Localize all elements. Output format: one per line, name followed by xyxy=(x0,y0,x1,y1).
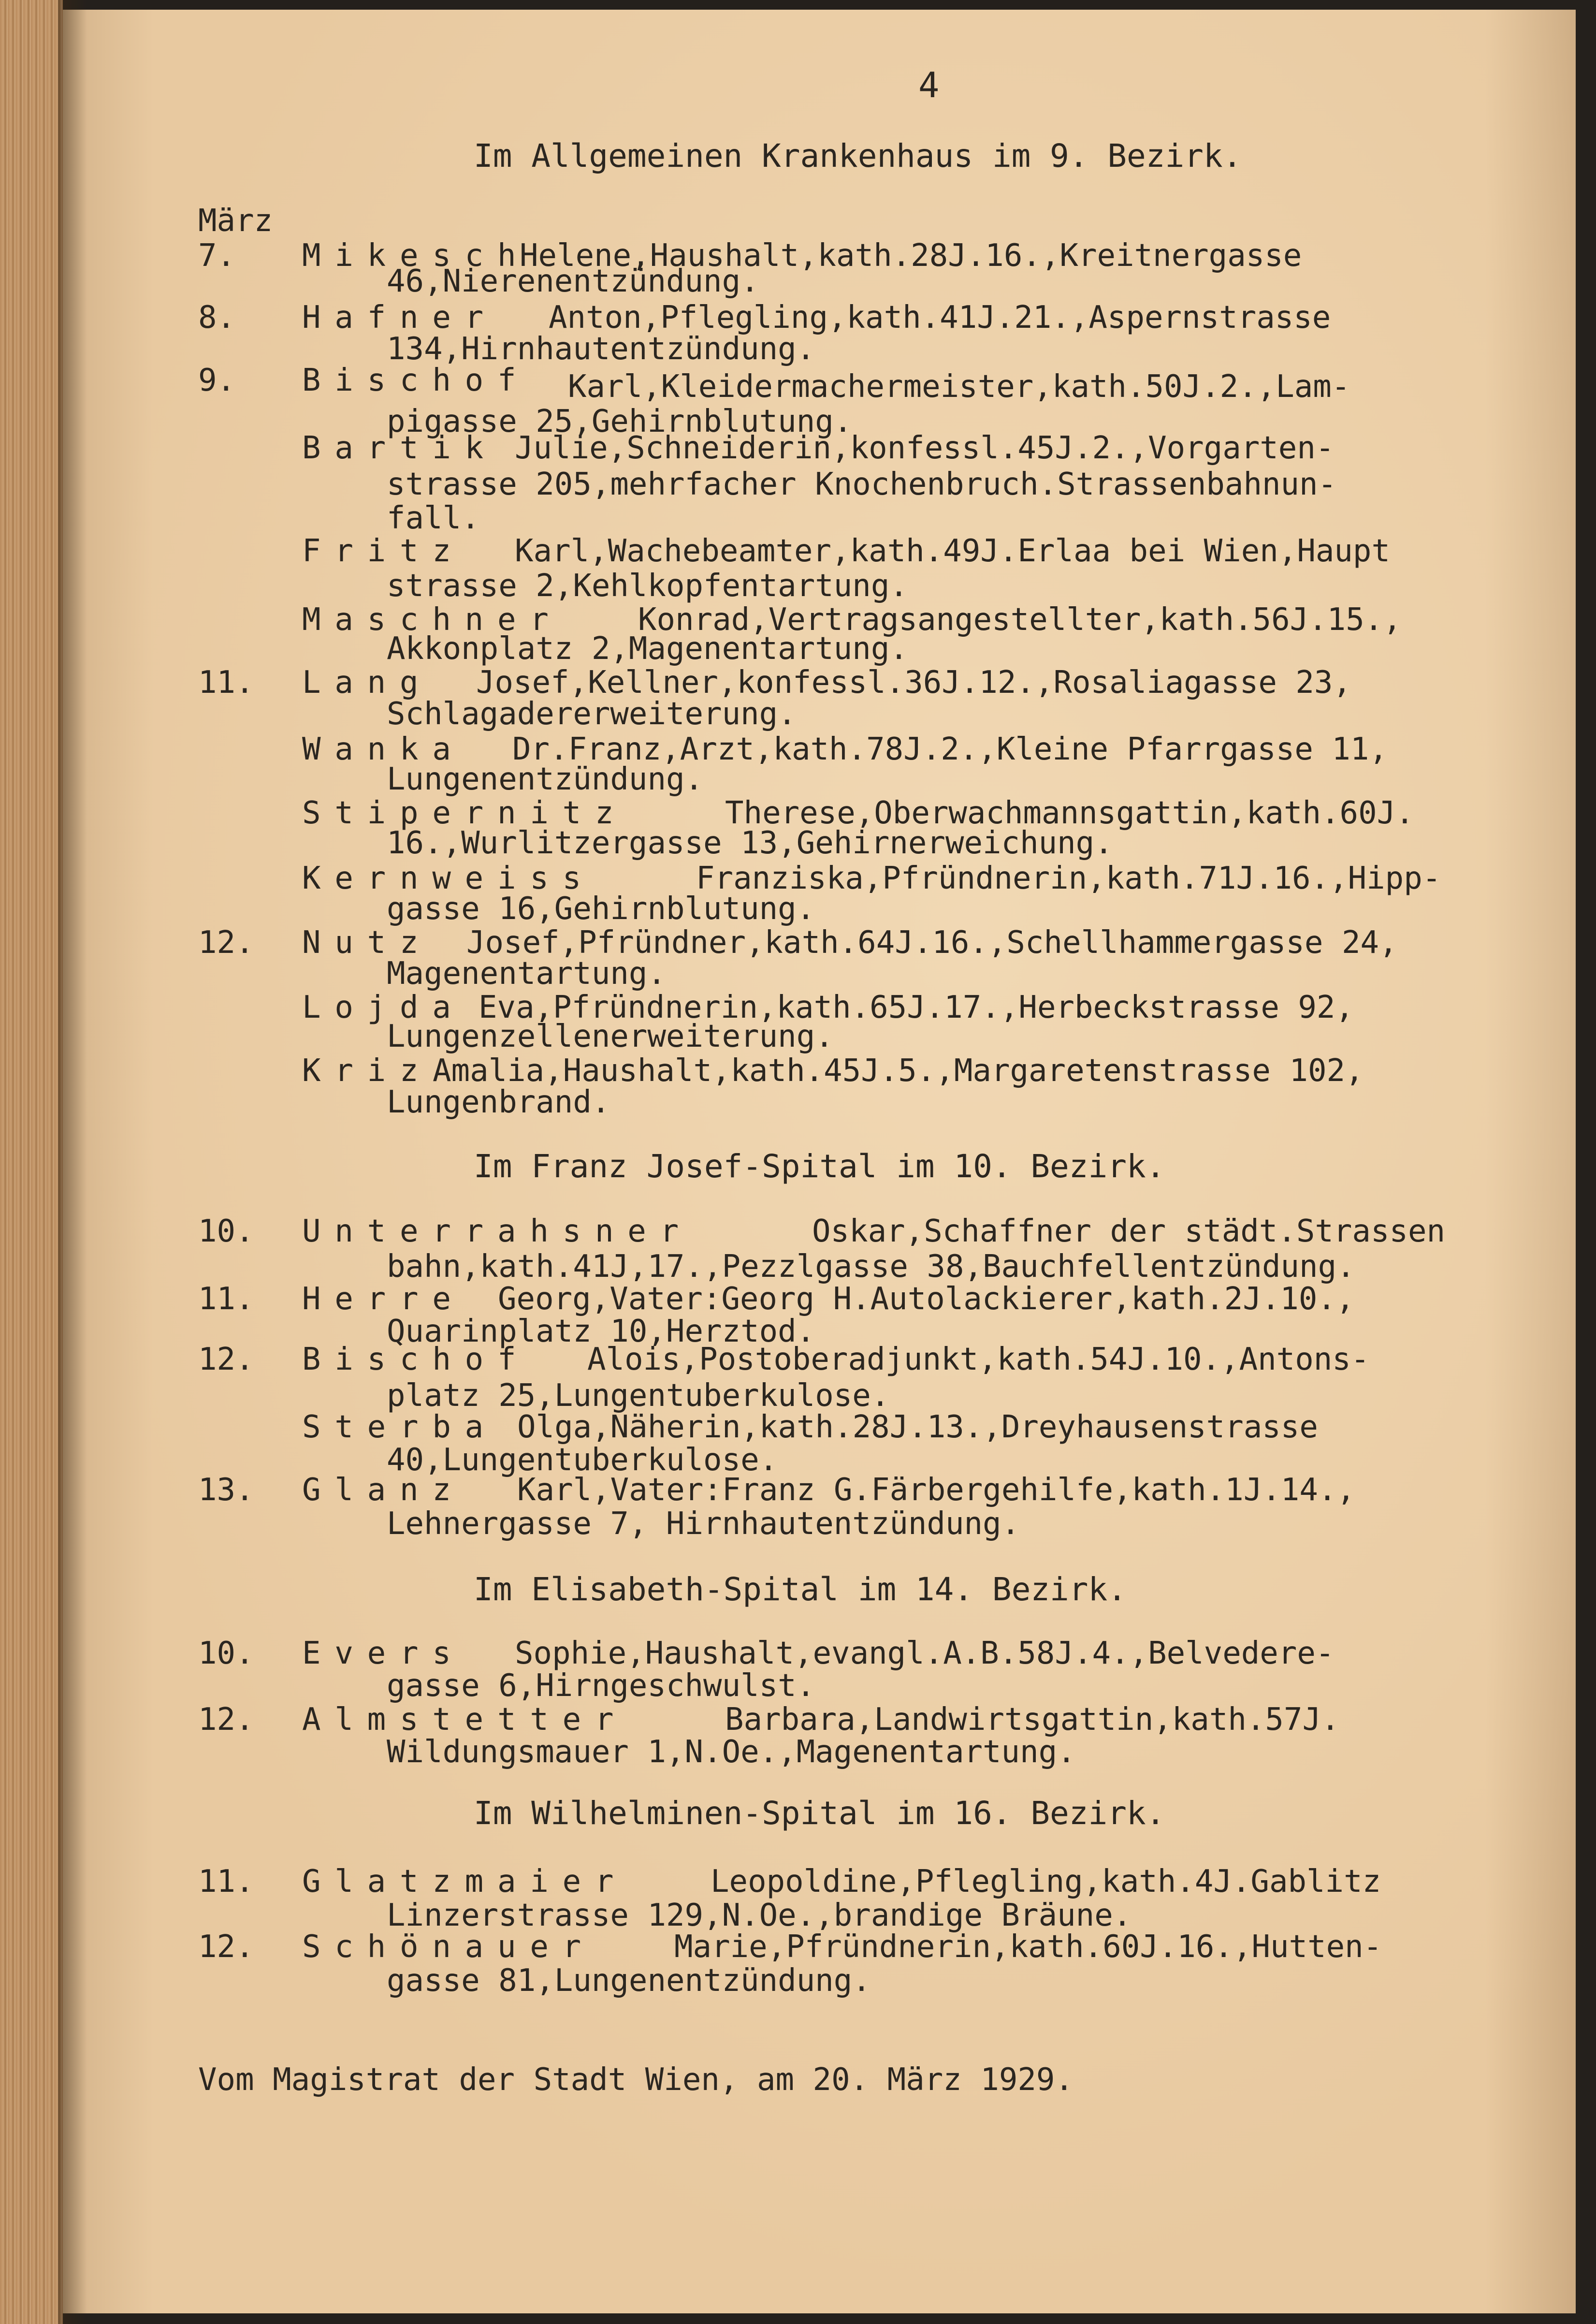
entry-name: Nutz xyxy=(302,925,433,961)
section-title: Im Franz Josef-Spital im 10. Bezirk. xyxy=(474,1148,1165,1185)
entry-line: Therese,Oberwachmannsgattin,kath.60J. xyxy=(725,795,1414,831)
entry-name: Lojda xyxy=(302,990,465,1025)
section-title: Im Allgemeinen Krankenhaus im 9. Bezirk. xyxy=(474,137,1242,175)
page-number: 4 xyxy=(918,65,940,105)
entry-line: gasse 16,Gehirnblutung. xyxy=(387,891,815,927)
page-edges xyxy=(0,0,63,2324)
entry-line: gasse 81,Lungenentzündung. xyxy=(387,1963,871,1999)
entry-line: platz 25,Lungentuberkulose. xyxy=(387,1378,890,1414)
entry-date: 10. xyxy=(198,1636,254,1671)
entry-name: Schönauer xyxy=(302,1929,595,1965)
entry-line: Julie,Schneiderin,konfessl.45J.2.,Vorgarten- xyxy=(515,430,1335,466)
entry-line: strasse 205,mehrfacher Knochenbruch.Strassenbahnun- xyxy=(387,467,1337,502)
entry-line: Karl,Kleidermachermeister,kath.50J.2.,Lam- xyxy=(568,369,1350,405)
entry-date: 8. xyxy=(198,300,236,336)
entry-name: Unterrahsner xyxy=(302,1213,693,1249)
entry-line: Akkonplatz 2,Magenentartung. xyxy=(387,631,908,667)
entry-line: Amalia,Haushalt,kath.45J.5.,Margaretenstrasse 102, xyxy=(433,1053,1364,1089)
entry-line: Sophie,Haushalt,evangl.A.B.58J.4.,Belvedere- xyxy=(515,1636,1335,1671)
entry-date: 11. xyxy=(198,1864,254,1900)
entry-line: gasse 6,Hirngeschwulst. xyxy=(387,1668,815,1704)
entry-line: bahn,kath.41J,17.,Pezzlgasse 38,Bauchfellentzündung. xyxy=(387,1249,1355,1285)
entry-line: Leopoldine,Pflegling,kath.4J.Gablitz xyxy=(711,1864,1381,1900)
entry-name: Glatzmaier xyxy=(302,1864,628,1900)
entry-name: Mikesch xyxy=(302,238,530,274)
entry-line: Marie,Pfründnerin,kath.60J.16.,Hutten- xyxy=(674,1929,1382,1965)
entry-name: Lang xyxy=(302,665,433,701)
entry-line: Helene,Haushalt,kath.28J.16.,Kreitnergasse xyxy=(520,238,1302,274)
entry-line: Wildungsmauer 1,N.Oe.,Magenentartung. xyxy=(387,1734,1076,1770)
entry-line: Karl,Vater:Franz G.Färbergehilfe,kath.1J.14., xyxy=(517,1472,1355,1508)
entry-name: Maschner xyxy=(302,602,563,638)
entry-date: 13. xyxy=(198,1472,254,1508)
entry-date: 11. xyxy=(198,1281,254,1317)
entry-line: Alois,Postoberadjunkt,kath.54J.10.,Antons- xyxy=(587,1342,1370,1377)
entry-line: 16.,Wurlitzergasse 13,Gehirnerweichung. xyxy=(387,825,1113,861)
entry-line: Magenentartung. xyxy=(387,956,666,992)
entry-line: Lungenbrand. xyxy=(387,1084,610,1120)
entry-date: 12. xyxy=(198,1702,254,1738)
entry-name: Glanz xyxy=(302,1472,465,1508)
entry-name: Bischof xyxy=(302,1342,530,1377)
entry-name: Evers xyxy=(302,1636,465,1671)
entry-name: Almstetter xyxy=(302,1702,628,1738)
entry-line: Josef,Kellner,konfessl.36J.12.,Rosaliagasse 23, xyxy=(476,665,1351,701)
section-title: Im Wilhelminen-Spital im 16. Bezirk. xyxy=(474,1795,1165,1832)
entry-name: Hafner xyxy=(302,300,497,336)
entry-date: 9. xyxy=(198,363,236,398)
entry-line: Linzerstrasse 129,N.Oe.,brandige Bräune. xyxy=(387,1898,1132,1933)
month-label: März xyxy=(198,203,273,239)
entry-name: Fritz xyxy=(302,533,465,569)
entry-line: fall. xyxy=(387,500,480,536)
entry-line: Olga,Näherin,kath.28J.13.,Dreyhausenstrasse xyxy=(517,1409,1318,1445)
entry-line: 46,Nierenentzündung. xyxy=(387,263,759,299)
entry-name: Herre xyxy=(302,1281,465,1317)
spine-shadow xyxy=(58,0,87,2324)
entry-line: Franziska,Pfründnerin,kath.71J.16.,Hipp- xyxy=(696,861,1441,896)
entry-line: strasse 2,Kehlkopfentartung. xyxy=(387,568,908,604)
entry-date: 12. xyxy=(198,925,254,961)
entry-date: 7. xyxy=(198,238,236,274)
entry-name: Kriz xyxy=(302,1053,433,1089)
entry-name: Wanka xyxy=(302,731,465,767)
entry-line: Lungenzellenerweiterung. xyxy=(387,1019,834,1054)
entry-name: Sterba xyxy=(302,1409,497,1445)
footer-signature-line: Vom Magistrat der Stadt Wien, am 20. März 1929. xyxy=(198,2062,1074,2098)
entry-date: 12. xyxy=(198,1342,254,1377)
entry-line: Josef,Pfründner,kath.64J.16.,Schellhammergasse 24, xyxy=(466,925,1398,961)
entry-name: Kernweiss xyxy=(302,861,595,896)
entry-line: Karl,Wachebeamter,kath.49J.Erlaa bei Wien,Haupt xyxy=(515,533,1390,569)
entry-line: Eva,Pfründnerin,kath.65J.17.,Herbeckstrasse 92, xyxy=(479,990,1354,1025)
entry-date: 12. xyxy=(198,1929,254,1965)
entry-line: 134,Hirnhautentzündung. xyxy=(387,331,815,367)
entry-line: pigasse 25,Gehirnblutung. xyxy=(387,404,853,439)
entry-date: 10. xyxy=(198,1213,254,1249)
entry-line: Georg,Vater:Georg H.Autolackierer,kath.2J.10., xyxy=(498,1281,1355,1317)
entry-line: Barbara,Landwirtsgattin,kath.57J. xyxy=(725,1702,1340,1738)
entry-name: Bischof xyxy=(302,363,530,398)
entry-line: Oskar,Schaffner der städt.Strassen xyxy=(812,1213,1446,1249)
entry-name: Bartik xyxy=(302,430,497,466)
entry-line: Konrad,Vertragsangestellter,kath.56J.15., xyxy=(638,602,1402,638)
entry-line: Quarinplatz 10,Herztod. xyxy=(387,1314,815,1349)
entry-line: Lungenentzündung. xyxy=(387,761,704,797)
entry-line: Lehnergasse 7, Hirnhautentzündung. xyxy=(387,1506,1020,1542)
entry-line: Schlagadererweiterung. xyxy=(387,696,797,732)
section-title: Im Elisabeth-Spital im 14. Bezirk. xyxy=(474,1571,1127,1608)
entry-name: Stipernitz xyxy=(302,795,628,831)
entry-line: Dr.Franz,Arzt,kath.78J.2.,Kleine Pfarrgasse 11, xyxy=(512,731,1388,767)
entry-date: 11. xyxy=(198,665,254,701)
entry-line: 40,Lungentuberkulose. xyxy=(387,1442,778,1478)
entry-line: Anton,Pflegling,kath.41J.21.,Aspernstrasse xyxy=(549,300,1331,336)
